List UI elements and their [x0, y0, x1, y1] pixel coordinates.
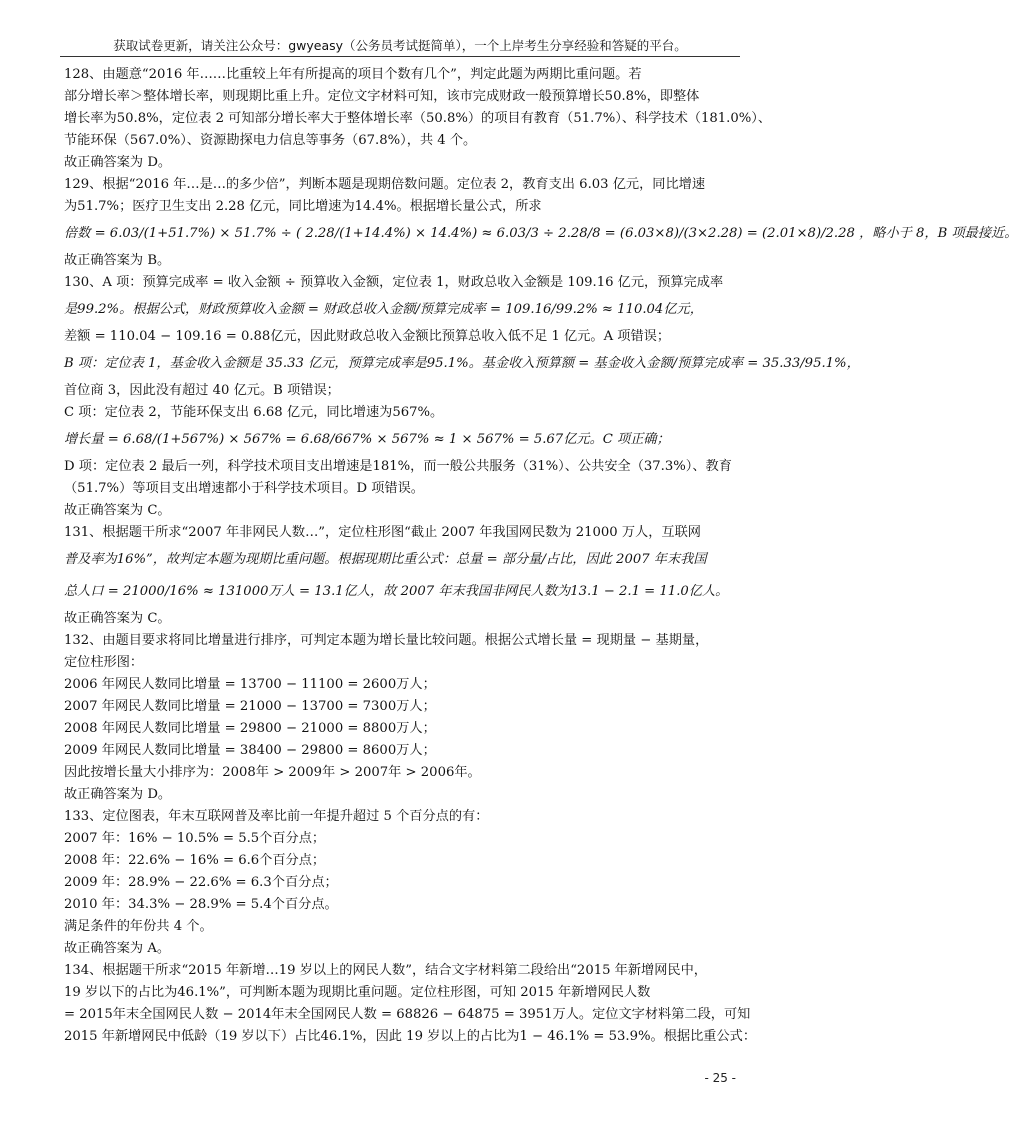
text-line: 2008 年网民人数同比增量 = 29800 − 21000 = 8800万人；: [64, 721, 436, 736]
page-content: [64, 64, 1017, 1048]
text-line: 2007 年网民人数同比增量 = 21000 − 13700 = 7300万人；: [64, 699, 436, 714]
text-line: 2010 年：34.3% − 28.9% = 5.4个百分点。: [64, 897, 338, 912]
text-line: 节能环保（567.0%）、资源勘探电力信息等事务（67.8%），共 4 个。: [64, 133, 477, 148]
text-line: 差额 = 110.04 − 109.16 = 0.88亿元，因此财政总收入金额比预算总收入低不足 1 亿元。A 项错误；: [64, 329, 671, 344]
text-line: D 项：定位表 2 最后一列，科学技术项目支出增速是181%，而一般公共服务（31%）、公共安全（37.3%）、教育: [64, 459, 732, 474]
text-line: （51.7%）等项目支出增速都小于科学技术项目。D 项错误。: [64, 481, 424, 496]
header-divider: [60, 56, 740, 57]
text-line: 131、根据题干所求“2007 年非网民人数…”，定位柱形图“截止 2007 年我国网民数为 21000 万人，互联网: [64, 525, 701, 540]
formula-line: 是99.2%。根据公式，财政预算收入金额 = 财政总收入金额/预算完成率 = 109.16/99.2% ≈ 110.04亿元，: [64, 302, 703, 317]
text-line: 增长率为50.8%，定位表 2 可知部分增长率大于整体增长率（50.8%）的项目有教育（51.7%）、科学技术（181.0%）、: [64, 111, 772, 126]
text-line: 故正确答案为 C。: [64, 611, 171, 626]
text-line: 132、由题目要求将同比增量进行排序，可判定本题为增长量比较问题。根据公式增长量 = 现期量 − 基期量，: [64, 633, 709, 648]
text-line: 129、根据“2016 年…是…的多少倍”，判断本题是现期倍数问题。定位表 2，教育支出 6.03 亿元，同比增速: [64, 177, 706, 192]
formula-line: 总人口 = 21000/16% ≈ 131000万人 = 13.1亿人，故 2007 年末我国非网民人数为13.1 − 2.1 = 11.0亿人。: [64, 584, 729, 599]
text-line: 定位柱形图：: [64, 655, 144, 670]
text-line: 故正确答案为 C。: [64, 503, 171, 518]
text-line: C 项：定位表 2，节能环保支出 6.68 亿元，同比增速为567%。: [64, 405, 444, 420]
text-line: 首位商 3，因此没有超过 40 亿元。B 项错误；: [64, 383, 340, 398]
page-number: - 25 -: [704, 1071, 736, 1085]
text-line: 故正确答案为 A。: [64, 941, 171, 956]
text-line: 故正确答案为 D。: [64, 787, 172, 802]
text-line: 2009 年网民人数同比增量 = 38400 − 29800 = 8600万人；: [64, 743, 436, 758]
text-line: 130、A 项：预算完成率 = 收入金额 ÷ 预算收入金额，定位表 1，财政总收入金额是 109.16 亿元，预算完成率: [64, 275, 724, 290]
formula-line: 普及率为16%”，故判定本题为现期比重问题。根据现期比重公式：总量 = 部分量/占比，因此 2007 年末我国: [64, 552, 707, 567]
text-line: 2006 年网民人数同比增量 = 13700 − 11100 = 2600万人；: [64, 677, 436, 692]
text-line: 因此按增长量大小排序为：2008年 > 2009年 > 2007年 > 2006年。: [64, 765, 481, 780]
formula-line: 增长量 = 6.68/(1+567%) × 567% = 6.68/667% × 567% ≈ 1 × 567% = 5.67亿元。C 项正确；: [64, 432, 670, 447]
text-line: 2009 年：28.9% − 22.6% = 6.3个百分点；: [64, 875, 338, 890]
text-line: 满足条件的年份共 4 个。: [64, 919, 213, 934]
text-line: 134、根据题干所求“2015 年新增…19 岁以上的网民人数”，结合文字材料第二段给出“2015 年新增网民中，: [64, 963, 707, 978]
text-line: 2007 年：16% − 10.5% = 5.5个百分点；: [64, 831, 326, 846]
text-line: 2015 年新增网民中低龄（19 岁以下）占比46.1%，因此 19 岁以上的占比为1 − 46.1% = 53.9%。根据比重公式：: [64, 1029, 757, 1044]
text-line: 部分增长率＞整体增长率，则现期比重上升。定位文字材料可知，该市完成财政一般预算增长50.8%，即整体: [64, 89, 700, 104]
text-line: 19 岁以下的占比为46.1%”，可判断本题为现期比重问题。定位柱形图，可知 2015 年新增网民人数: [64, 985, 651, 1000]
text-line: = 2015年末全国网民人数 − 2014年末全国网民人数 = 68826 − 64875 = 3951万人。定位文字材料第二段，可知: [64, 1007, 751, 1022]
text-line: 2008 年：22.6% − 16% = 6.6个百分点；: [64, 853, 326, 868]
text-line: 128、由题意“2016 年……比重较上年有所提高的项目个数有几个”，判定此题为两期比重问题。若: [64, 67, 642, 82]
page-header: 获取试卷更新，请关注公众号：gwyeasy（公务员考试挺简单），一个上岸考生分享经验和答疑的平台。: [113, 38, 687, 53]
formula-line: B 项：定位表 1，基金收入金额是 35.33 亿元，预算完成率是95.1%。基金收入预算额 = 基金收入金额/预算完成率 = 35.33/95.1%，: [64, 356, 860, 371]
formula-line: 倍数 = 6.03/(1+51.7%) × 51.7% ÷ ( 2.28/(1+14.4%) × 14.4%) ≈ 6.03/3 ÷ 2.28/8 = (6.03×8)/(3×2.28) = (2.01×8)/2.28 ，略小于 8，B 项最接近。: [64, 226, 1017, 241]
text-line: 133、定位图表，年末互联网普及率比前一年提升超过 5 个百分点的有：: [64, 809, 489, 824]
text-line: 为51.7%；医疗卫生支出 2.28 亿元，同比增速为14.4%。根据增长量公式，所求: [64, 199, 542, 214]
text-line: 故正确答案为 D。: [64, 155, 172, 170]
text-line: 故正确答案为 B。: [64, 253, 171, 268]
